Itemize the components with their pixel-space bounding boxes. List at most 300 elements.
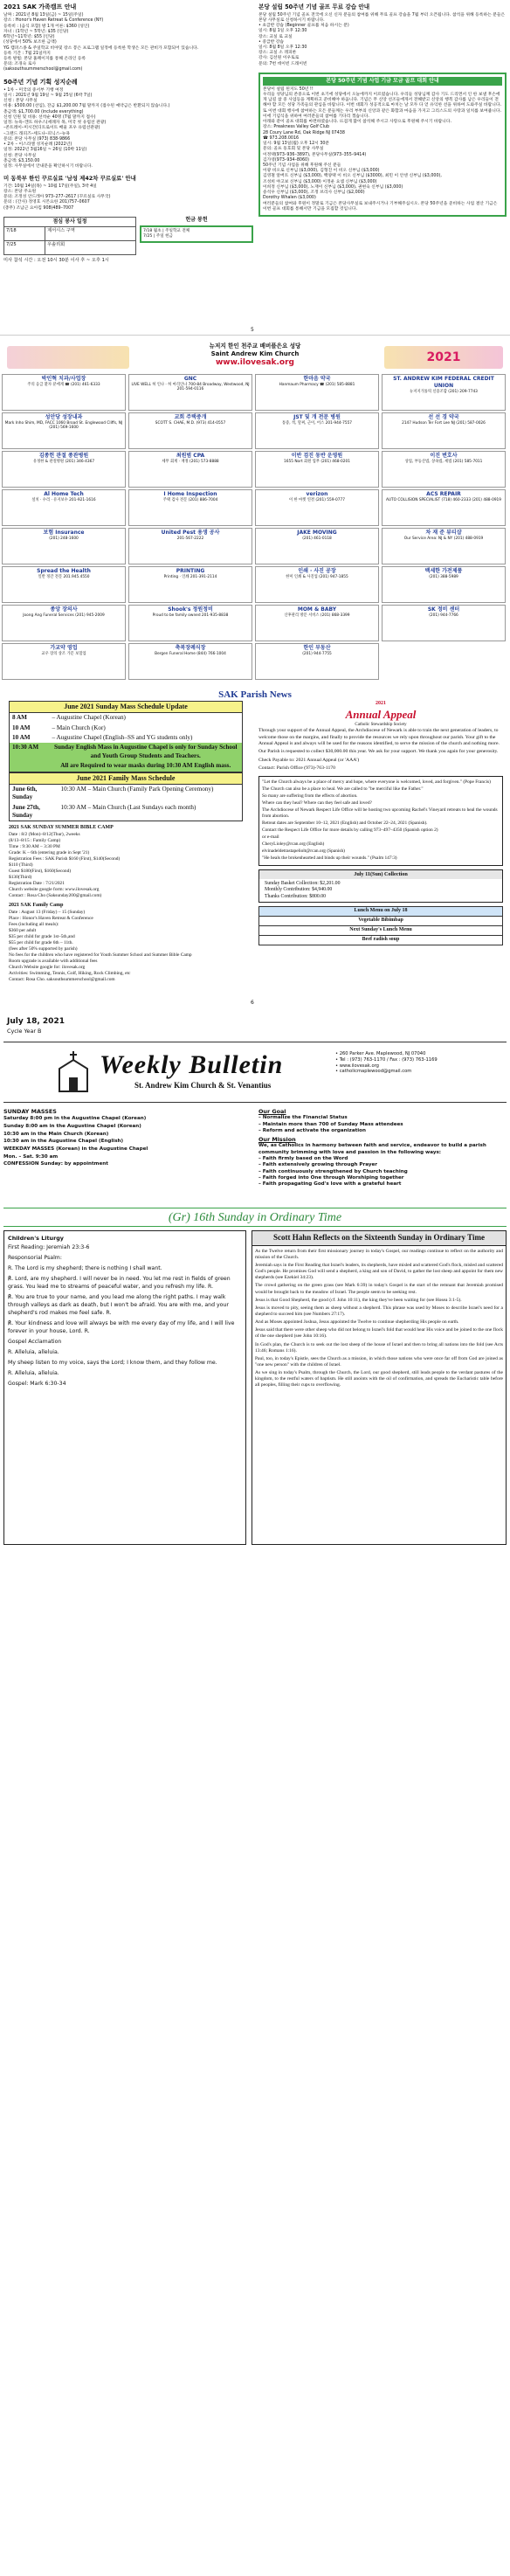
ad-title: 김종헌 관절 종관병원 [38, 453, 89, 459]
lunch-menu-items [258, 917, 503, 945]
ad-text: 일반 정간 전문 201.945.4550 [38, 574, 90, 579]
mass-desc: All are Required to wear masks during 10:30 AM English mass. [60, 762, 231, 770]
page-5 [0, 0, 510, 336]
ad-box[interactable] [128, 374, 252, 411]
annual-appeal-header [258, 701, 503, 728]
text-line: Contact : Rosa Cho (Saksunday200@gmail.com) [9, 893, 102, 899]
family-desc: 10:30 AM – Main Church (Last Sundays each month) [60, 803, 196, 811]
ad-box[interactable] [255, 489, 379, 526]
hahn-title: Scott Hahn Reflects on the Sixteenth Sunday in Ordinary Time [252, 1231, 506, 1246]
text-line: (성당에서 50% 보조한 금액) [3, 40, 57, 45]
family-date: June 27th, Sunday [12, 803, 40, 820]
reflection-line: "He heals the brokenhearted and binds up their wounds." (Psalm 147:3) [262, 855, 397, 861]
goal-line: – Normalize the Financial Status [258, 1115, 348, 1121]
contact-line: • Tel : (973) 763-1170 / Fax : (973) 763-1169 [335, 1056, 438, 1063]
ad-title: 백세한 가전제품 [424, 568, 463, 574]
ad-text: 세무 회계 · 재정 (201) 573-8888 [162, 459, 219, 464]
text-line: 또 이번 대회 행사에 참여하는 모든 분들께는 우리 부부의 신앙과 같은 화합과 마음을 가지고 그리스도의 사랑과 일치를 보여줍니다. 이에 기념식을 위하여 여러분들의 참여를 기다리 겠습니다. [263, 108, 502, 119]
liturgy-line: ℟. You are true to your name, and you lead me along the right paths. I may walk through valleys as dark as death, but I won't be afraid. You are with me, and your shepherd's rod makes me feel safe. R. [8, 1294, 229, 1317]
right-column [258, 3, 507, 217]
sak-camp-title: 2021 SAK 가족캠프 안내 [3, 3, 77, 10]
ad-title: 한인 부동산 [303, 645, 331, 651]
ad-title: JST 및 개 전문 병원 [293, 414, 341, 420]
text-line: $55 per child for grade 6th – 11th. [9, 940, 73, 946]
schedule-who: 제서시스 구역 [45, 226, 136, 240]
appeal-paragraph: Through your support of the Annual Appeal, the Archdiocese of Newark is able to train the next generation of leaders, to welcome those on the margins, and finally to provide the resources we rely upon throughout our parish. Your gift to the Annual Appeal is and always will be used for the reasons identified, to serve the mission of the church and nothing more. [258, 728, 500, 746]
masses-box [3, 1108, 252, 1168]
ad-text: (201) 944-7755 [302, 651, 332, 656]
ad-text: Proud to be family owned 201-935-8838 [152, 613, 229, 618]
ad-title: 선 선 경 약국 [428, 414, 459, 420]
text-line: Grade: K – 6th (entering grade in Sept '21) [9, 850, 90, 856]
ad-box[interactable] [382, 566, 506, 603]
mass-row [10, 761, 243, 772]
text-line: 50주년 기념 사업을 위해 후원해 주신 분들 [263, 163, 341, 168]
reflection-line: "Let the Church always be a place of mercy and hope, where everyone is welcomed, loved, and forgiven." (Pope Francis) [262, 779, 491, 785]
rachels-vineyard-box [258, 776, 503, 866]
ad-text: 주의 응급 환자 분에게 ☎ (201) 461-6333 [27, 382, 100, 387]
offering-row: 7/25 | 주일 헌금 [143, 233, 173, 239]
text-line: 이정택(973–936–3897), 본당사무실(973–355–9414) [263, 152, 367, 157]
ad-box[interactable] [128, 605, 252, 641]
ad-text: (201) 944-7766 [429, 613, 458, 618]
liturgy-body [8, 1244, 242, 1388]
text-line: 비용: $500.00 (선입), 잔금 $1,200.00 7월 말까지 (접수된 예약금은 반환되지 않습니다.) [3, 104, 170, 109]
reflection-line: CheryLioley@rcan.org (English) [262, 841, 325, 847]
mass-schedule-title: June 2021 Sunday Mass Schedule Update [9, 701, 243, 713]
mission-line: – Faith firmly based on the Word [258, 1155, 348, 1161]
ad-text: 상업, 부동산법, 상속법, 세법 (201) 585-7011 [404, 459, 483, 464]
liturgy-line: Gospel Acclamation [8, 1339, 62, 1346]
family-camp-body [9, 910, 243, 983]
mission-line: – Faith extensively growing through Prayer [258, 1162, 378, 1168]
ad-title: 최원범 CPA [176, 453, 205, 459]
golf-tournament-box [258, 73, 507, 217]
ad-box[interactable] [2, 528, 126, 564]
golf-tournament-body [263, 87, 502, 212]
offering-list [140, 225, 253, 243]
ad-title: United Pest 용생 공사 [161, 530, 220, 536]
bulletin-date: July 18, 2021 [7, 1017, 65, 1026]
mass-line: Sunday 8:00 am in the Augustine Chapel (Korean) [3, 1123, 141, 1129]
hahn-paragraph: Jesus is moved to pity, seeing them as sheep without a shepherd. This phrase was used by Moses to describe Israel's need for a shepherd to succeed him (see Numbers 27:17). [255, 1305, 503, 1317]
text-line: Guest $180(First), $160(Second) [9, 869, 72, 875]
hahn-paragraph: Jeremiah says in the First Reading that Israel's leaders, its shepherds, have misled and scattered God's flock, misled and scattered God's people. He promises God will send a shepherd, a king and son of David, to gather the lost sheep and appoint for them new shepherds (see Ezekiel 34:23). [255, 1262, 503, 1281]
church-name: St. Andrew Kim Church & St. Venantius [134, 1081, 272, 1090]
text-line: No fees for the children who have registered for Youth Summer School and Summer Bible Camp [9, 952, 192, 959]
ad-text: (201) 248-1600 [49, 536, 79, 541]
golf-tournament-title: 본당 50주년 기념 사업 기금 모금 골프 대회 안내 [263, 77, 502, 86]
goal-mission [258, 1108, 507, 1188]
ad-text: 뉴저지가톨릭 신용조합 (201) 209-7743 [410, 389, 478, 394]
text-line: (saksouthsummerschool@gmail.com) [3, 67, 83, 73]
reflection-line: or e-mail [262, 834, 279, 840]
text-line: 본당 설립 50주년 기념 골프 전국에 오신 신자 분들의 참여를 위해 무료 골프 강습을 7월 부터 오픈됩니다. 참석을 위해 등록하는 분들은 본당 사무실로 신청하시기 바랍니다. [258, 12, 506, 23]
cursillo-title: 미 동북부 한인 꾸르실료 '남성 제42차 꾸르실료' 안내 [3, 175, 136, 183]
church-logo-icon [56, 1049, 91, 1093]
text-line: Time : 9:30 AM – 3:30 PM [9, 844, 60, 850]
mass-line: Saturday 8:00 pm in the Augustine Chapel (Korean) [3, 1116, 147, 1122]
ad-title: Al Home Tech [44, 491, 84, 497]
text-line: Registration Fees : SAK Parish $160 (First), $140(Second) [9, 856, 121, 862]
header-logo-2021: 2021 [384, 346, 503, 369]
text-line: –그랜드 래피즈–세도나–피닉스–뉴욕 [3, 131, 70, 136]
text-line: $35 per child for grade 1st–5th,and [9, 934, 75, 940]
reflection-line: The Archdiocese of Newark Respect Life Office will be hosting two upcoming Rachel's Vineyard retreats to heal the wounds from abortion. [262, 807, 498, 819]
collection-line: Thanks Contribution: $800.00 [265, 893, 327, 899]
ad-box[interactable] [128, 451, 252, 488]
appeal-paragraph: Check Payable to: 2021 Annual Appeal (or 'AAA') [258, 757, 360, 763]
header-url: www.ilovesak.org [215, 357, 294, 367]
mission-line: – Faith continuously strengthened by Church teaching [258, 1168, 408, 1174]
ad-title: JAKE MOVING [297, 530, 337, 536]
appeal-year: 2021 [376, 701, 386, 706]
ad-title: 이진 변호사 [430, 453, 458, 459]
family-date: June 6th, Sunday [12, 785, 38, 801]
collection-lines [259, 879, 502, 903]
text-line: Church Website google for: ilovesak.org [9, 965, 86, 971]
text-line: Date : August 13 (Friday) – 15 (Sunday) [9, 910, 86, 916]
mass-line: 10:30 am in the Augustine Chapel (English) [3, 1139, 124, 1145]
text-line: 등록비 : (음식 포함) 방 1개 어른: $360 (성인) [3, 24, 90, 29]
ad-text: 이 한 마켓 연결 (201) 559-0777 [289, 497, 345, 502]
text-line: 송석우 신부님 ($3,000), 조정 브리사 신부님 ($2,000) [263, 190, 365, 196]
reflection-line: elvinadeldetrastapeliolt@rcan.org (Spanish) [262, 848, 345, 854]
ad-title: GNC [183, 376, 197, 382]
text-line: 우리들 성당님의 존중으로 이번 초기에 성당에서 오늘에까지 이르렀습니다. 우리들 성당님께 감사 기도 드리면서 인 한 보낼 후손에게 남길 참 중 사업등을 계획하고 준비해야 하옵니다. 기념은 무 신앙 선조들에게서 전해받고 신앙의 행복 감사를 남은 우리들이 전해야 할 모든 성당 가족들의 관심을 바랍니다. 이번 대회가 성공적으로 마치는 날 모두 다 얻 유익한 선을 위하여 도와주실 바랍니다. [263, 92, 501, 108]
mission-title: Our Mission [258, 1136, 296, 1144]
ad-title: Spread the Health [37, 568, 91, 574]
ad-title: 보험 Insurance [43, 530, 85, 536]
text-line: 장소: 교실 로 교실 [258, 34, 293, 39]
ad-title: 축복장례식장 [175, 645, 206, 651]
mass-line: 10:30 am in the Main Church (Korean) [3, 1131, 109, 1137]
reflection-line: Where can they heal? Where can they feel safe and loved? [262, 800, 372, 806]
golf-class-body [258, 13, 507, 67]
hahn-paragraph: And as Moses appointed Joshua, Jesus appointed the Twelve to continue shepherding His people on earth. [255, 1319, 459, 1326]
ad-title: 박인혁 치과/사업장 [41, 376, 86, 382]
hahn-paragraph: As we sing in today's Psalm, through the Church, the Lord, our good shepherd, still leads people to the verdant pastures of the kingdom, to the restful waters of baptism. He still anoints with the oil of confirmation, and spreads the Eucharistic table before all peoples, filling their cups to overflowing. [255, 1370, 503, 1388]
text-line: 기간: 10월 14일(목) ~ 10월 17일(주일), 3박 4일 [3, 184, 97, 189]
reflection-line: So many are suffering from the effects of abortion. [262, 793, 358, 799]
text-line: –존트레이–미시간(디트로이트 배울 포우 유럽선관광) [3, 126, 100, 131]
parish-news-title: SAK Parish News [218, 689, 292, 700]
ad-text: SCOTT S. CHAE, M.D. (973) 414-0557 [155, 420, 226, 426]
ad-box[interactable] [382, 489, 506, 526]
lunch-item: Beef radish soup [258, 936, 503, 945]
bulletin-front [3, 1017, 507, 2573]
header-decoration-left [7, 346, 129, 369]
text-line: 조성희 야고보 신부님 ($3,000) 이정운 요셉 신부님 ($3,000) [263, 179, 377, 184]
ad-text: 유정한 & 관절병원 (201) 346-4367 [32, 459, 95, 464]
ad-text: Joong Ang Funeral Services (201) 945-2009 [23, 613, 105, 618]
text-line: • 초급반 강습 (Beginner 골프를 처음 하시는 분) [258, 24, 349, 29]
ad-box[interactable] [2, 374, 126, 411]
text-line: Date : 8/2 (Mon)–8/12(Thur), 2weeks [9, 832, 80, 838]
text-line: • 2차 – 이스라엘 성지순례 (2022년) [3, 142, 72, 148]
cycle-year: Cycle Year B [7, 1028, 42, 1035]
collection-line: Sunday Basket Collection: $2,201.00 [265, 880, 341, 886]
lunch-item: Next Sunday's Lunch Menu [258, 926, 503, 936]
text-line: 일정: 뉴욕–켄트 하우스(세례자 목, 미국 첫 유럽선 관광) [3, 121, 107, 126]
contact-info [335, 1051, 501, 1075]
text-line: 문의: 조경숙 로사 [3, 62, 37, 67]
hahn-paragraph: In God's plan, the Church is to seek out the lost sheep of the house of Israel and then to bring all nations into the fold (see Acts 13:46; Romans 1:16). [255, 1341, 503, 1354]
text-line: • 1차 – 미국의 중서부 기행 여정 [3, 87, 64, 93]
schedule-who: 우솔리회 [45, 240, 136, 254]
mass-schedule-table [9, 713, 243, 772]
goal-line: – Reform and activate the organization [258, 1127, 367, 1133]
ad-box[interactable] [2, 605, 126, 641]
text-line: 문의: 조정성 안드레아 973–277–2617 (꾸르실료 사무국) [3, 195, 111, 200]
text-line: 문의 : (간사) 정영호 시몬요한 201)757–0607 [3, 200, 90, 205]
ad-title: ACS REPAIR [426, 491, 461, 497]
ad-box[interactable] [255, 412, 379, 449]
offering-title: 헌금 봉헌 [185, 216, 208, 223]
schedule-row [4, 226, 136, 240]
family-mass-row [10, 803, 243, 821]
ad-title: 교회 주택중개 [174, 414, 207, 420]
lunch-menu-title: Lunch Menu on July 18 [258, 906, 503, 917]
ad-title: verizon [306, 491, 328, 497]
mass-time: 8 AM [12, 714, 27, 722]
ad-text: (201) 461-0118 [302, 536, 332, 541]
mass-desc: – Augustine Chapel (Korean) [52, 714, 126, 722]
ad-box[interactable] [255, 374, 379, 411]
goal-list [258, 1115, 507, 1134]
text-line: (총무) 조남근 요아킴 908)489–7007 [3, 205, 74, 211]
ad-text: 설치 · 수리 · 유지보수 201-921-1616 [31, 497, 96, 502]
ad-title: 종앙 장의사 [50, 606, 78, 613]
mass-schedule [9, 701, 243, 983]
family-mass-row [10, 785, 243, 803]
hahn-paragraph: As the Twelve return from their first missionary journey in today's Gospel, our readings continue to reflect on the authority and mission of the Church. [255, 1248, 503, 1260]
collection-title: July 11(Sun) Collection [259, 870, 502, 879]
lunch-item: Vegetable Bibimbap [258, 917, 503, 926]
hahn-paragraph: Paul, too, in today's Epistle, sees the Church as a mission, in which those nations who were once far off from God are joined as "one new person" with the children of Israel. [255, 1355, 503, 1368]
text-line: 아래와 같이 골프 대회를 마련하였습니다. 뜨겁게 많이 참석해 주시고 사랑으로 후원해 주시기 바랍니다. [263, 120, 451, 125]
bible-camp-title: 2021 SAK SUNDAY SUMMER BIBLE CAMP [9, 825, 114, 831]
collection-box [258, 869, 503, 904]
text-line: (8/13–8/15 : Family Camp) [9, 838, 61, 844]
liturgy-line: Responsorial Psalm: [8, 1255, 62, 1262]
right-news-column [258, 701, 503, 945]
text-line: 장소: Preakness Valley Golf Club [263, 125, 330, 130]
text-line: 일시: 8월 8일 오후 12:30 [258, 45, 307, 50]
ad-box[interactable] [2, 412, 126, 449]
text-line: Contact: Rosa Cho. saksouthsummerschool@gmail.com [9, 977, 115, 983]
text-line: 날짜 : 2021년 8월 13일(금) ~ 15일(주일) [3, 13, 84, 18]
masthead-title: Weekly Bulletin [100, 1050, 284, 1079]
lunch-schedule-table [3, 226, 136, 255]
text-line: 일시 : 2021년 9월 19일 ~ 9월 25일 (6박 7일) [3, 93, 93, 98]
hahn-paragraph: The crowd gathering on the green grass (see Mark 6:39) in today's Gospel is the start of the remnant that Jeremiah promised would be brought back to the meadow of Israel. The people seem to be seeking rest. [255, 1283, 503, 1295]
liturgy-line: ℟. Your kindness and love will always be with me every day of my life, and I will live forever in your house, Lord. R. [8, 1320, 235, 1335]
ad-box[interactable] [382, 528, 506, 564]
ad-text: AUTO COLLISION SPECIALIST (718) 460-2333 (201) 488-0919 [385, 497, 502, 502]
liturgy-line: R. The Lord is my shepherd; there is nothing I shall want. [8, 1265, 162, 1272]
mission-line: – Faith propagating God's love with a grateful heart [258, 1181, 402, 1188]
schedule-section [3, 217, 253, 255]
text-line: 28 Coury Lane Rd, Oak Ridge NJ 07438 [263, 130, 345, 135]
text-line: 일시: 8월 1일 오후 12:30 [258, 29, 307, 34]
text-line: 문의: 7번 데이빈 드래이빈 [258, 61, 307, 66]
hahn-paragraph: Jesus is that Good Shepherd, the good (cf. John 10:11), the king they've been waiting for (see Hosea 3:1-5). [255, 1297, 462, 1303]
lunch-menu [258, 906, 503, 945]
ad-box[interactable] [255, 528, 379, 564]
ad-title: 성안당 성장내과 [45, 414, 83, 420]
header-korean: 뉴저지 한인 천주교 배버플은요 성당 [209, 343, 301, 350]
bible-camp-body [9, 832, 243, 899]
text-line: 문의: 골프 동호회 및 본당 사무실 [263, 147, 324, 152]
ad-box[interactable] [128, 566, 252, 603]
childrens-liturgy [3, 1230, 246, 1545]
liturgy-title: Children's Liturgy [8, 1235, 64, 1242]
ad-text: Hanmaum Pharmacy ☎ (201) 585-8881 [279, 382, 355, 387]
contact-line: • www.ilovesak.org [335, 1063, 379, 1069]
ad-title: 인쇄 · 사진 공장 [298, 568, 336, 574]
text-line: Activities: Swimming, Tennis, Golf, Hiking, Rock Climbing, etc [9, 971, 131, 977]
anniv-title: 50주년 기념 기획 성지순례 [3, 78, 78, 86]
text-line: 신청: 본당 사무실 [3, 153, 37, 158]
ad-text: 2147 Hudson Ter Fort Lee NJ (201) 587-0026 [402, 420, 486, 426]
text-line: 자녀 : (1학년 ~ 5학년: $35 (인당) [3, 29, 69, 34]
appeal-paragraph: Contact: Parish Office (973)-763-1170 [258, 765, 335, 772]
ad-box[interactable] [128, 528, 252, 564]
ad-text: Bergen Funeral Home (844) 766-1004 [155, 651, 226, 656]
family-mass-table [9, 785, 243, 821]
ad-box[interactable] [382, 605, 506, 641]
ad-title: I Home Inspection [163, 491, 217, 497]
reflection-line: The Church can also be a place to heal. We are called to "be merciful like the Father." [262, 786, 424, 792]
ad-text: Mark Inho Shim, MD, FACC 1060 Broad St. Englewood Cliffs, NJ (201) 569-1600 [4, 420, 123, 431]
attendance-note: 미사 참석 시간 : 오전 10시 30분 이사 후 ~ 오후 1시 [3, 257, 109, 263]
ad-text: 통증, 척, 말찌, 근이, 어스 201-944-7557 [281, 420, 353, 426]
text-line: 등록 기간 : 7월 21일까지 [3, 51, 51, 56]
ad-box[interactable] [128, 489, 252, 526]
cursillo-body [3, 184, 253, 211]
liturgy-line: R. Alleluia, alleluia. [8, 1370, 59, 1377]
hahn-body [252, 1246, 506, 1394]
schedule-date: 7/18 [4, 226, 45, 240]
text-line: • 중급반 강습 [258, 39, 285, 45]
ad-title: SK 정비 센터 [427, 606, 460, 613]
text-line: $130(Third) [9, 875, 32, 881]
liturgy-line: ℟. Lord, are my shepherd. I will never be in need. You let me rest in fields of green grass. You lead me to streams of peaceful water, and you refresh my life. R. [8, 1276, 231, 1291]
text-line: 신청 인원 및 비용: 선착순 40명 (7월 말까지 접수) [3, 114, 96, 120]
text-line: 6학년~11학년: $55 (인당) [3, 35, 55, 40]
text-line: 김영철 알버트 신부님 ($3,000), 백양택 이 비오 신부님 ($3000), 최민 이 안센 신부님 ($3,000), [263, 174, 442, 179]
text-line: 김가영(973–934–8060) [263, 157, 309, 163]
ad-text: 한미 인쇄 & 사진업 (201) 947-1855 [286, 574, 348, 579]
text-line: 신청 : 본당 사무실 [3, 99, 38, 104]
mass-desc: – Main Church (Kor) [52, 724, 106, 731]
ad-box[interactable] [255, 451, 379, 488]
ad-box[interactable] [255, 643, 379, 680]
ad-box[interactable] [382, 374, 506, 411]
mass-time: 10:30 AM [12, 744, 39, 751]
mass-row [10, 743, 243, 761]
church-header [131, 343, 379, 372]
mission-list [258, 1143, 507, 1188]
reflection-line: Retreat dates are September 10–12, 2021 (English) and October 22–24, 2021 (Spanish). [262, 820, 428, 826]
mission-line: – Faith forged into One through Worshiping together [258, 1174, 404, 1181]
schedule-date: 7/25 [4, 240, 45, 254]
text-line: 장소: 교실 소 레피론 [258, 51, 297, 56]
liturgy-line: Gospel: Mark 6:30-34 [8, 1381, 66, 1388]
ad-box[interactable] [382, 451, 506, 488]
goal-line: – Maintain more than 700 of Sunday Mass attendees [258, 1121, 403, 1127]
lunch-schedule-title: 점심 봉사 일정 [3, 217, 136, 226]
ad-box[interactable] [255, 605, 379, 641]
parish-news [0, 689, 510, 1010]
anniv-body [3, 88, 253, 170]
ad-title: Shook's 정원정비 [168, 606, 213, 613]
ad-text: (201) 388-5989 [429, 574, 458, 579]
liturgy-line: First Reading: Jeremiah 23:3-6 [8, 1244, 90, 1251]
ad-text: 201-567-2222 [176, 536, 204, 541]
text-line: 일정: 사무실에서 안내문을 확인하시기 바랍니다. [3, 164, 93, 170]
ad-box[interactable] [255, 566, 379, 603]
text-line: 일정: 2022년 3월16일 ~ 26일 (10박 11일) [3, 148, 87, 153]
mass-row [10, 713, 243, 723]
text-line: ☎ 973.208.0016 [263, 135, 300, 141]
mass-row [10, 733, 243, 743]
ad-text: 1655 Nort 회원 업무 (201) 468-0201 [284, 459, 350, 464]
page-number-6: 6 [251, 1000, 254, 1006]
mass-row [10, 724, 243, 733]
ad-box[interactable] [2, 643, 126, 680]
text-line: 총금액: $3,150.00 [3, 158, 40, 163]
ad-title: 가교약 영업 [50, 645, 78, 651]
ad-box[interactable] [2, 451, 126, 488]
text-line: Fees (including all meals): [9, 922, 59, 928]
mass-line: Mon. – Sat. 9:30 am [3, 1153, 59, 1160]
ad-box[interactable] [128, 412, 252, 449]
header-english: Saint Andrew Kim Church [210, 350, 300, 357]
offering-row: 7/18 월초 | 주일학교 전체 [143, 228, 190, 233]
ad-text: 주택 검사 전문 (201) 886-7004 [162, 497, 218, 502]
family-camp-title: 2021 SAK Family Camp [9, 903, 64, 909]
text-line: 등록 방법: 본당 홈페이지를 통해 온라인 등록 [3, 56, 86, 61]
collection-line: Monthly Contribution: $4,940.00 [265, 887, 333, 893]
appeal-title: Annual Appeal [345, 707, 417, 721]
text-line: Church website google form: www.ilovesak.org [9, 887, 100, 893]
ad-box[interactable] [2, 566, 126, 603]
golf-class-title: 본당 설립 50주년 기념 골프 무료 강습 안내 [258, 3, 370, 10]
text-line: 여러분들의 참여와 후원이 정말로 기금은 본당사무실로 보내주시거나 기부해주십시오. 본당 50주년을 준비하는 사업 결산 기금은 이번 골프 대회를 통해서만 기금을 모집할 것입니다. [263, 201, 498, 211]
family-desc: 10:30 AM – Main Church (Family Park Opening Ceremony) [60, 785, 214, 793]
masses-title: SUNDAY MASSES [3, 1108, 57, 1115]
text-line: YG 캠퍼스종 & 주일학교 비야및 장소 봉은 프로그램 일정에 등록한 학생은 모든 관비가 포함되어 있습니다. [3, 45, 199, 51]
offering-schedule [140, 217, 253, 255]
left-column [3, 3, 253, 263]
scott-hahn-box [252, 1230, 507, 1545]
text-line: 이광 비오로 신부님 ($3,000), 김형진 이 비오 신부님 ($3,000) [263, 169, 380, 174]
ad-box[interactable] [2, 489, 126, 526]
ad-text: 산후관리 방문 서비스 (201) 868-3399 [284, 613, 350, 618]
ad-title: 이반 검진 동반 운영원 [291, 453, 343, 459]
ad-title: ST. ANDREW KIM FEDERAL CREDIT UNION [393, 376, 494, 389]
ad-box[interactable] [382, 412, 506, 449]
sak-camp-body [3, 13, 253, 73]
schedule-row [4, 240, 136, 254]
text-line: Room upgrade is available with additional fees [9, 959, 98, 965]
ad-text: 교우 장의 상조 가문 보험업 [41, 651, 86, 656]
sunday-title: (Gr) 16th Sunday in Ordinary Time [3, 1208, 507, 1227]
ad-box[interactable] [128, 643, 252, 680]
liturgy-line: My sheep listen to my voice, says the Lord; I know them, and they follow me. [8, 1360, 217, 1367]
